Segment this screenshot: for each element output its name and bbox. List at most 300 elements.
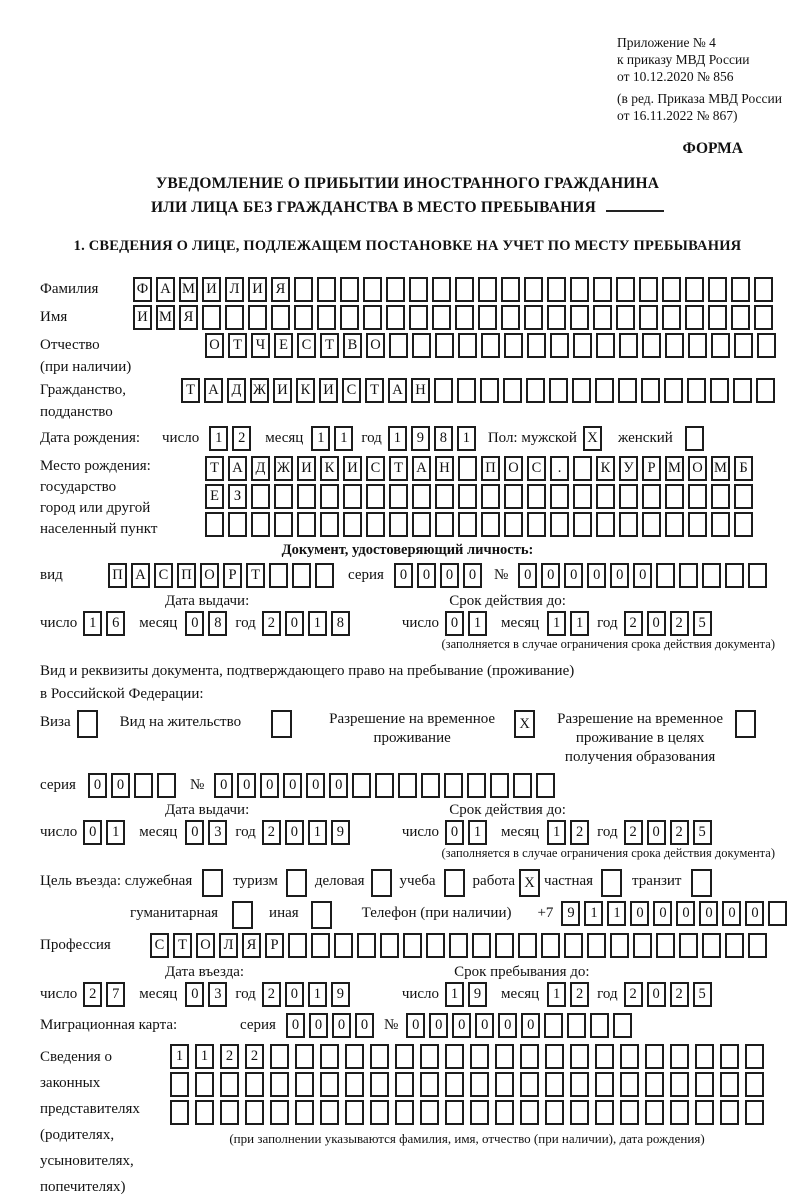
char-cell[interactable]	[524, 277, 543, 302]
char-cell[interactable]: И	[202, 277, 221, 302]
char-cell[interactable]: 0	[88, 773, 107, 798]
char-cell[interactable]	[645, 1100, 664, 1125]
char-cell[interactable]	[395, 1100, 414, 1125]
char-cell[interactable]: 2	[570, 820, 589, 845]
char-cell[interactable]	[573, 484, 592, 509]
char-cell[interactable]: 2	[624, 982, 643, 1007]
char-cell[interactable]	[288, 933, 307, 958]
char-cell[interactable]	[134, 773, 153, 798]
char-cell[interactable]	[403, 933, 422, 958]
char-cell[interactable]	[735, 710, 756, 738]
char-cell[interactable]	[670, 1044, 689, 1069]
char-cell[interactable]	[435, 484, 454, 509]
char-cell[interactable]	[613, 1013, 632, 1038]
char-cell[interactable]: 0	[647, 611, 666, 636]
char-cell[interactable]	[501, 277, 520, 302]
char-cell[interactable]	[343, 484, 362, 509]
char-cell[interactable]: 1	[308, 982, 327, 1007]
char-cell[interactable]	[435, 333, 454, 358]
char-cell[interactable]	[633, 933, 652, 958]
char-cell[interactable]	[363, 277, 382, 302]
char-cell[interactable]: 8	[434, 426, 453, 451]
char-cell[interactable]	[545, 1072, 564, 1097]
char-cell[interactable]	[593, 277, 612, 302]
char-cell[interactable]: 1	[311, 426, 330, 451]
char-cell[interactable]: 0	[285, 982, 304, 1007]
char-cell[interactable]	[357, 933, 376, 958]
char-cell[interactable]: 1	[607, 901, 626, 926]
char-cell[interactable]	[642, 484, 661, 509]
char-cell[interactable]: Я	[271, 277, 290, 302]
char-cell[interactable]	[195, 1100, 214, 1125]
char-cell[interactable]: 0	[185, 820, 204, 845]
char-cell[interactable]	[420, 1100, 439, 1125]
char-cell[interactable]: 2	[670, 611, 689, 636]
char-cell[interactable]	[432, 305, 451, 330]
char-cell[interactable]	[590, 1013, 609, 1038]
char-cell[interactable]	[380, 933, 399, 958]
char-cell[interactable]: 2	[262, 820, 281, 845]
char-cell[interactable]	[526, 378, 545, 403]
char-cell[interactable]	[271, 305, 290, 330]
char-cell[interactable]	[656, 933, 675, 958]
char-cell[interactable]: П	[108, 563, 127, 588]
char-cell[interactable]	[481, 512, 500, 537]
char-cell[interactable]: 2	[262, 611, 281, 636]
char-cell[interactable]	[527, 484, 546, 509]
char-cell[interactable]: 2	[245, 1044, 264, 1069]
char-cell[interactable]: 0	[587, 563, 606, 588]
char-cell[interactable]: М	[179, 277, 198, 302]
char-cell[interactable]	[311, 933, 330, 958]
char-cell[interactable]: П	[481, 456, 500, 481]
char-cell[interactable]: К	[296, 378, 315, 403]
char-cell[interactable]	[645, 1044, 664, 1069]
char-cell[interactable]: 1	[195, 1044, 214, 1069]
char-cell[interactable]: 1	[468, 820, 487, 845]
char-cell[interactable]	[679, 563, 698, 588]
char-cell[interactable]	[570, 277, 589, 302]
char-cell[interactable]: Д	[251, 456, 270, 481]
char-cell[interactable]	[685, 426, 704, 451]
char-cell[interactable]: А	[412, 456, 431, 481]
char-cell[interactable]	[745, 1100, 764, 1125]
char-cell[interactable]	[320, 1044, 339, 1069]
char-cell[interactable]	[232, 901, 253, 929]
char-cell[interactable]	[665, 512, 684, 537]
char-cell[interactable]	[756, 378, 775, 403]
char-cell[interactable]: 0	[83, 820, 102, 845]
char-cell[interactable]: 0	[630, 901, 649, 926]
char-cell[interactable]	[524, 305, 543, 330]
char-cell[interactable]	[688, 333, 707, 358]
char-cell[interactable]	[720, 1044, 739, 1069]
char-cell[interactable]	[513, 773, 532, 798]
char-cell[interactable]	[639, 305, 658, 330]
char-cell[interactable]	[445, 1044, 464, 1069]
char-cell[interactable]: З	[228, 484, 247, 509]
char-cell[interactable]	[320, 1100, 339, 1125]
char-cell[interactable]	[481, 333, 500, 358]
char-cell[interactable]	[595, 1044, 614, 1069]
char-cell[interactable]	[702, 933, 721, 958]
char-cell[interactable]	[695, 1072, 714, 1097]
char-cell[interactable]	[595, 1072, 614, 1097]
char-cell[interactable]: Т	[181, 378, 200, 403]
char-cell[interactable]	[370, 1044, 389, 1069]
char-cell[interactable]	[572, 378, 591, 403]
char-cell[interactable]: 9	[468, 982, 487, 1007]
char-cell[interactable]: А	[228, 456, 247, 481]
char-cell[interactable]: 0	[111, 773, 130, 798]
char-cell[interactable]	[596, 484, 615, 509]
char-cell[interactable]	[695, 1100, 714, 1125]
char-cell[interactable]	[545, 1044, 564, 1069]
char-cell[interactable]: 0	[445, 820, 464, 845]
char-cell[interactable]	[725, 933, 744, 958]
char-cell[interactable]: 2	[624, 820, 643, 845]
char-cell[interactable]: 2	[232, 426, 251, 451]
char-cell[interactable]	[665, 484, 684, 509]
char-cell[interactable]: А	[131, 563, 150, 588]
char-cell[interactable]	[691, 869, 712, 897]
char-cell[interactable]	[619, 512, 638, 537]
char-cell[interactable]	[334, 933, 353, 958]
char-cell[interactable]	[202, 869, 223, 897]
char-cell[interactable]: 0	[237, 773, 256, 798]
char-cell[interactable]	[495, 933, 514, 958]
char-cell[interactable]: О	[366, 333, 385, 358]
char-cell[interactable]: Т	[389, 456, 408, 481]
char-cell[interactable]	[573, 456, 592, 481]
char-cell[interactable]	[340, 305, 359, 330]
char-cell[interactable]	[616, 305, 635, 330]
char-cell[interactable]	[618, 378, 637, 403]
char-cell[interactable]	[688, 484, 707, 509]
char-cell[interactable]	[363, 305, 382, 330]
char-cell[interactable]: Б	[734, 456, 753, 481]
char-cell[interactable]: 0	[185, 611, 204, 636]
char-cell[interactable]	[639, 277, 658, 302]
char-cell[interactable]: 1	[209, 426, 228, 451]
char-cell[interactable]	[317, 305, 336, 330]
char-cell[interactable]: И	[343, 456, 362, 481]
char-cell[interactable]	[286, 869, 307, 897]
char-cell[interactable]: 1	[547, 820, 566, 845]
char-cell[interactable]: 2	[670, 982, 689, 1007]
char-cell[interactable]: О	[688, 456, 707, 481]
char-cell[interactable]	[375, 773, 394, 798]
char-cell[interactable]	[274, 484, 293, 509]
char-cell[interactable]	[619, 333, 638, 358]
char-cell[interactable]	[711, 333, 730, 358]
char-cell[interactable]: 0	[498, 1013, 517, 1038]
char-cell[interactable]: 0	[518, 563, 537, 588]
char-cell[interactable]	[520, 1100, 539, 1125]
char-cell[interactable]	[458, 456, 477, 481]
char-cell[interactable]: О	[504, 456, 523, 481]
char-cell[interactable]	[311, 901, 332, 929]
char-cell[interactable]	[386, 305, 405, 330]
char-cell[interactable]: И	[248, 277, 267, 302]
char-cell[interactable]	[467, 773, 486, 798]
char-cell[interactable]	[670, 1072, 689, 1097]
char-cell[interactable]: К	[596, 456, 615, 481]
char-cell[interactable]	[665, 333, 684, 358]
char-cell[interactable]: Р	[265, 933, 284, 958]
char-cell[interactable]	[412, 512, 431, 537]
char-cell[interactable]	[481, 484, 500, 509]
char-cell[interactable]	[478, 277, 497, 302]
char-cell[interactable]: С	[366, 456, 385, 481]
char-cell[interactable]: X	[519, 869, 540, 897]
char-cell[interactable]: 0	[332, 1013, 351, 1038]
char-cell[interactable]: 9	[411, 426, 430, 451]
char-cell[interactable]: С	[342, 378, 361, 403]
char-cell[interactable]	[549, 378, 568, 403]
char-cell[interactable]	[455, 277, 474, 302]
char-cell[interactable]: 6	[106, 611, 125, 636]
char-cell[interactable]	[205, 512, 224, 537]
char-cell[interactable]: М	[156, 305, 175, 330]
char-cell[interactable]	[687, 378, 706, 403]
char-cell[interactable]	[495, 1044, 514, 1069]
char-cell[interactable]: 3	[208, 982, 227, 1007]
char-cell[interactable]: 3	[208, 820, 227, 845]
char-cell[interactable]	[412, 484, 431, 509]
char-cell[interactable]: Н	[435, 456, 454, 481]
char-cell[interactable]: Ж	[274, 456, 293, 481]
char-cell[interactable]	[708, 277, 727, 302]
char-cell[interactable]: .	[550, 456, 569, 481]
char-cell[interactable]	[458, 512, 477, 537]
char-cell[interactable]: 0	[285, 611, 304, 636]
char-cell[interactable]: Р	[642, 456, 661, 481]
char-cell[interactable]: 1	[584, 901, 603, 926]
char-cell[interactable]	[421, 773, 440, 798]
char-cell[interactable]: М	[665, 456, 684, 481]
char-cell[interactable]	[610, 933, 629, 958]
char-cell[interactable]	[550, 484, 569, 509]
char-cell[interactable]	[670, 1100, 689, 1125]
char-cell[interactable]	[343, 512, 362, 537]
char-cell[interactable]: 1	[547, 982, 566, 1007]
char-cell[interactable]: И	[319, 378, 338, 403]
char-cell[interactable]: 0	[260, 773, 279, 798]
char-cell[interactable]: 9	[561, 901, 580, 926]
char-cell[interactable]	[251, 484, 270, 509]
char-cell[interactable]: 1	[445, 982, 464, 1007]
char-cell[interactable]: 0	[564, 563, 583, 588]
char-cell[interactable]	[434, 378, 453, 403]
char-cell[interactable]	[295, 1072, 314, 1097]
char-cell[interactable]: 0	[285, 820, 304, 845]
char-cell[interactable]	[470, 1072, 489, 1097]
char-cell[interactable]: 9	[331, 820, 350, 845]
char-cell[interactable]	[345, 1100, 364, 1125]
char-cell[interactable]	[504, 512, 523, 537]
char-cell[interactable]: 0	[541, 563, 560, 588]
char-cell[interactable]	[426, 933, 445, 958]
char-cell[interactable]	[545, 1100, 564, 1125]
char-cell[interactable]: Т	[365, 378, 384, 403]
char-cell[interactable]	[679, 933, 698, 958]
char-cell[interactable]	[292, 563, 311, 588]
char-cell[interactable]	[685, 305, 704, 330]
char-cell[interactable]: 0	[445, 611, 464, 636]
char-cell[interactable]: К	[320, 456, 339, 481]
char-cell[interactable]: 1	[468, 611, 487, 636]
char-cell[interactable]: 0	[699, 901, 718, 926]
char-cell[interactable]	[754, 277, 773, 302]
char-cell[interactable]	[501, 305, 520, 330]
char-cell[interactable]	[573, 333, 592, 358]
char-cell[interactable]: 1	[106, 820, 125, 845]
char-cell[interactable]	[620, 1100, 639, 1125]
char-cell[interactable]	[420, 1072, 439, 1097]
char-cell[interactable]: Е	[205, 484, 224, 509]
char-cell[interactable]: 1	[308, 820, 327, 845]
char-cell[interactable]: 0	[475, 1013, 494, 1038]
char-cell[interactable]	[458, 333, 477, 358]
char-cell[interactable]	[435, 512, 454, 537]
char-cell[interactable]	[455, 305, 474, 330]
char-cell[interactable]: О	[200, 563, 219, 588]
char-cell[interactable]	[170, 1100, 189, 1125]
char-cell[interactable]	[395, 1072, 414, 1097]
char-cell[interactable]: 0	[309, 1013, 328, 1038]
char-cell[interactable]	[550, 512, 569, 537]
char-cell[interactable]: Я	[242, 933, 261, 958]
char-cell[interactable]	[294, 277, 313, 302]
char-cell[interactable]: 1	[334, 426, 353, 451]
char-cell[interactable]: А	[204, 378, 223, 403]
char-cell[interactable]	[371, 869, 392, 897]
char-cell[interactable]	[345, 1044, 364, 1069]
char-cell[interactable]	[702, 563, 721, 588]
char-cell[interactable]	[527, 333, 546, 358]
char-cell[interactable]: 1	[388, 426, 407, 451]
char-cell[interactable]	[294, 305, 313, 330]
char-cell[interactable]	[470, 1044, 489, 1069]
char-cell[interactable]: Т	[246, 563, 265, 588]
char-cell[interactable]: 1	[170, 1044, 189, 1069]
char-cell[interactable]	[270, 1072, 289, 1097]
char-cell[interactable]	[320, 512, 339, 537]
char-cell[interactable]	[757, 333, 776, 358]
char-cell[interactable]	[320, 1072, 339, 1097]
char-cell[interactable]	[480, 378, 499, 403]
char-cell[interactable]: 0	[463, 563, 482, 588]
char-cell[interactable]	[490, 773, 509, 798]
char-cell[interactable]: С	[150, 933, 169, 958]
char-cell[interactable]	[527, 512, 546, 537]
char-cell[interactable]: 2	[624, 611, 643, 636]
char-cell[interactable]: М	[711, 456, 730, 481]
char-cell[interactable]	[593, 305, 612, 330]
char-cell[interactable]: 0	[440, 563, 459, 588]
char-cell[interactable]: 0	[722, 901, 741, 926]
char-cell[interactable]	[389, 512, 408, 537]
char-cell[interactable]	[685, 277, 704, 302]
char-cell[interactable]	[220, 1072, 239, 1097]
char-cell[interactable]	[295, 1100, 314, 1125]
char-cell[interactable]	[731, 305, 750, 330]
char-cell[interactable]	[478, 305, 497, 330]
char-cell[interactable]	[345, 1072, 364, 1097]
char-cell[interactable]	[248, 305, 267, 330]
char-cell[interactable]: 9	[331, 982, 350, 1007]
char-cell[interactable]: Н	[411, 378, 430, 403]
char-cell[interactable]: 7	[106, 982, 125, 1007]
char-cell[interactable]	[734, 512, 753, 537]
char-cell[interactable]	[495, 1072, 514, 1097]
char-cell[interactable]: Р	[223, 563, 242, 588]
char-cell[interactable]: 0	[329, 773, 348, 798]
char-cell[interactable]: Л	[219, 933, 238, 958]
char-cell[interactable]: Т	[173, 933, 192, 958]
char-cell[interactable]	[366, 512, 385, 537]
char-cell[interactable]: 0	[633, 563, 652, 588]
char-cell[interactable]	[619, 484, 638, 509]
char-cell[interactable]: 0	[283, 773, 302, 798]
char-cell[interactable]	[202, 305, 221, 330]
char-cell[interactable]	[710, 378, 729, 403]
char-cell[interactable]	[409, 277, 428, 302]
char-cell[interactable]	[395, 1044, 414, 1069]
char-cell[interactable]	[734, 484, 753, 509]
char-cell[interactable]	[398, 773, 417, 798]
char-cell[interactable]	[570, 1044, 589, 1069]
char-cell[interactable]: 0	[521, 1013, 540, 1038]
char-cell[interactable]: Ф	[133, 277, 152, 302]
char-cell[interactable]: А	[156, 277, 175, 302]
char-cell[interactable]	[620, 1044, 639, 1069]
char-cell[interactable]	[662, 305, 681, 330]
char-cell[interactable]	[170, 1072, 189, 1097]
char-cell[interactable]: О	[196, 933, 215, 958]
char-cell[interactable]	[595, 1100, 614, 1125]
char-cell[interactable]	[315, 563, 334, 588]
char-cell[interactable]	[270, 1044, 289, 1069]
char-cell[interactable]	[449, 933, 468, 958]
char-cell[interactable]	[432, 277, 451, 302]
char-cell[interactable]	[720, 1100, 739, 1125]
char-cell[interactable]	[695, 1044, 714, 1069]
char-cell[interactable]	[711, 512, 730, 537]
char-cell[interactable]	[662, 277, 681, 302]
char-cell[interactable]	[601, 869, 622, 897]
char-cell[interactable]	[664, 378, 683, 403]
char-cell[interactable]	[768, 901, 787, 926]
char-cell[interactable]	[157, 773, 176, 798]
char-cell[interactable]	[352, 773, 371, 798]
char-cell[interactable]	[366, 484, 385, 509]
char-cell[interactable]: 0	[306, 773, 325, 798]
char-cell[interactable]	[745, 1072, 764, 1097]
char-cell[interactable]: С	[297, 333, 316, 358]
char-cell[interactable]: 2	[262, 982, 281, 1007]
char-cell[interactable]	[412, 333, 431, 358]
char-cell[interactable]	[472, 933, 491, 958]
char-cell[interactable]: П	[177, 563, 196, 588]
char-cell[interactable]	[370, 1072, 389, 1097]
char-cell[interactable]	[457, 378, 476, 403]
char-cell[interactable]: 0	[417, 563, 436, 588]
char-cell[interactable]	[642, 512, 661, 537]
char-cell[interactable]	[445, 1100, 464, 1125]
char-cell[interactable]	[567, 1013, 586, 1038]
